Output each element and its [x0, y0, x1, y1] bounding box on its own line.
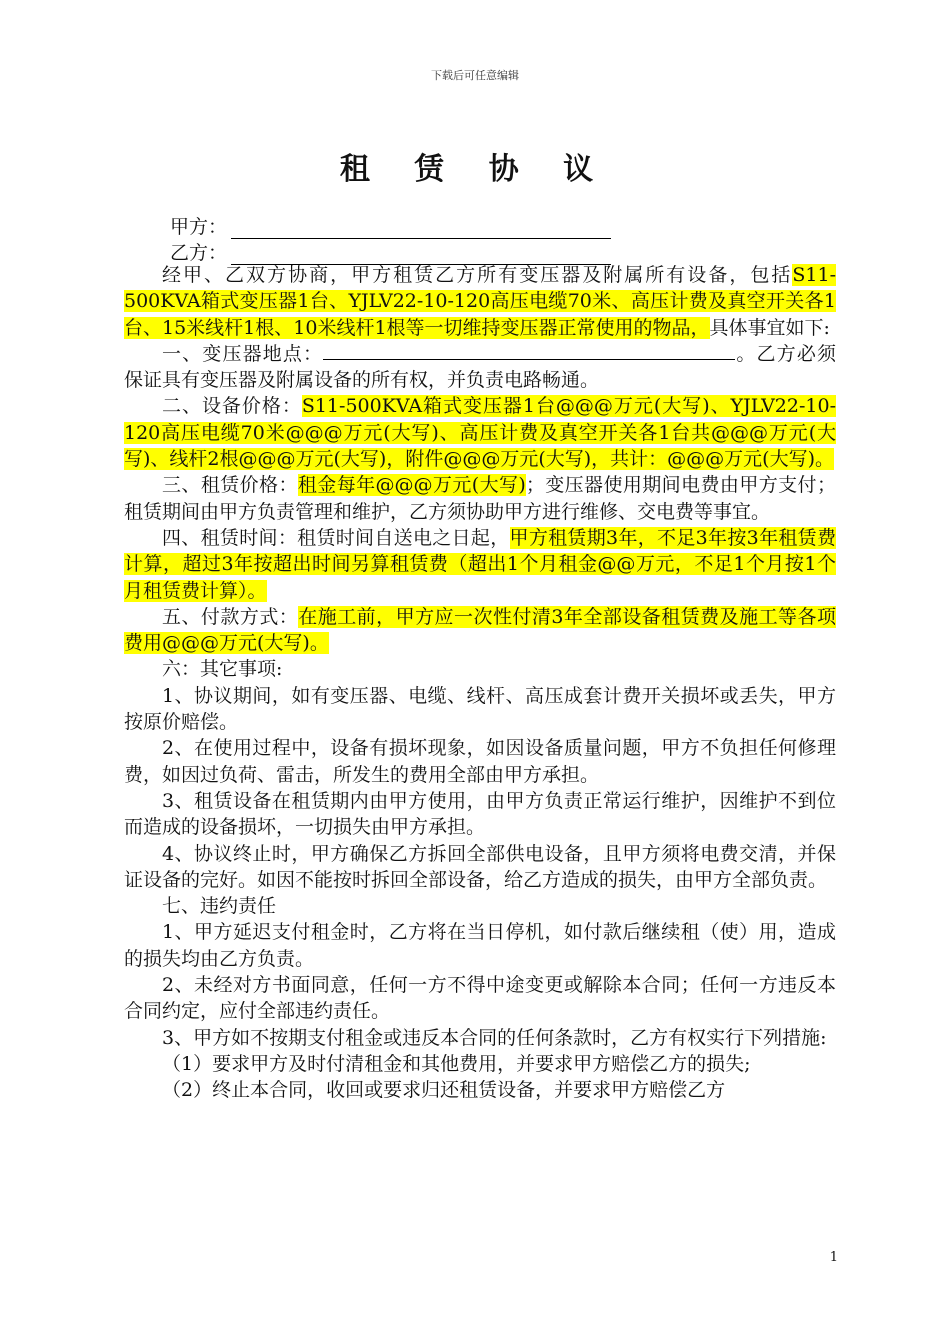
party-a-blank	[231, 218, 611, 239]
s2-text: 二、设备价格：	[162, 395, 302, 418]
party-b-line	[170, 238, 611, 265]
section-6-title: 六：其它事项:	[162, 658, 283, 681]
intro-tail: 具体事宜如下:	[709, 316, 830, 339]
section-7-item: 3、甲方如不按期支付租金或违反本合同的任何条款时，乙方有权实行下列措施:	[162, 1026, 827, 1049]
intro-paragraph	[124, 262, 836, 341]
party-b-label: 乙方：	[170, 242, 228, 264]
header-note: 下载后可任意编辑	[431, 69, 519, 82]
s5-highlight: 在施工前，甲方应一次性付清3年全部设备租赁费及施工等各项费用@@@万元(大写)。	[124, 605, 836, 655]
section-7-item: 1、甲方延迟支付租金时，乙方将在当日停机，如付款后继续租（使）用，造成的损失均由乙方负责。	[124, 921, 836, 970]
section-6-item: 2、在使用过程中，设备有损坏现象，如因设备质量问题，甲方不负担任何修理费，如因过负荷、雷击，所发生的费用全部由甲方承担。	[124, 737, 836, 786]
s1-tail: 。乙方必须保证具有变压器及附属设备的所有权，并负责电路畅通。	[124, 342, 836, 392]
section-7-item: 2、未经对方书面同意，任何一方不得中途变更或解除本合同；任何一方违反本合同约定，应付全部违约责任。	[124, 974, 836, 1023]
document-title: 租 赁 协 议	[339, 152, 611, 187]
location-blank	[323, 341, 735, 360]
agreement-body	[124, 262, 836, 1104]
s1-text: 一、变压器地点：	[162, 342, 324, 365]
party-a-line	[170, 212, 611, 239]
section-4	[124, 525, 836, 604]
section-7-subitem: （2）终止本合同，收回或要求归还租赁设备，并要求甲方赔偿乙方	[162, 1079, 726, 1102]
section-6-item: 1、协议期间，如有变压器、电缆、线杆、高压成套计费开关损坏或丢失，甲方按原价赔偿。	[124, 684, 836, 734]
section-7-subitem: （1）要求甲方及时付清租金和其他费用，并要求甲方赔偿乙方的损失;	[162, 1052, 751, 1075]
s3-tail: ；变压器使用期间电费由甲方支付；租赁期间由甲方负责管理和维护，乙方须协助甲方进行维修、交电费等事宜。	[124, 474, 836, 523]
s2-highlight: S11-500KVA箱式变压器1台@@@万元(大写)、YJLV22-10-120高压电缆70米@@@万元(大写)、高压计费及真空开关各1台共@@@万元(大写)、线杆2根@@@万元(大写)，附件@@@万元(大写)，共计：@@@万元(大写)。	[124, 395, 836, 471]
party-a-label: 甲方：	[170, 216, 228, 238]
s3-text: 三、租赁价格：	[162, 474, 298, 497]
section-5	[124, 604, 836, 657]
section-6-item: 3、租赁设备在租赁期内由甲方使用，由甲方负责正常运行维护，因维护不到位而造成的设备损坏，一切损失由甲方承担。	[124, 789, 836, 839]
intro-text: 经甲、乙双方协商，甲方租赁乙方所有变压器及附属所有设备，包括	[162, 264, 793, 286]
s4-highlight: 甲方租赁期3年，不足3年按3年租赁费计算，超过3年按超出时间另算租赁费（超出1个月租金@@万元，不足1个月按1个月租赁费计算）。	[124, 526, 836, 602]
s4-text: 四、租赁时间：租赁时间自送电之日起，	[162, 526, 510, 549]
section-7-title: 七、违约责任	[162, 895, 277, 918]
s3-highlight: 租金每年@@@万元(大写)	[297, 474, 526, 497]
s5-text: 五、付款方式：	[162, 605, 299, 628]
section-1	[124, 341, 836, 394]
section-3	[124, 472, 836, 525]
section-6-item: 4、协议终止时，甲方确保乙方拆回全部供电设备，且甲方须将电费交清，并保证设备的完好。如因不能按时拆回全部设备，给乙方造成的损失，由甲方全部负责。	[124, 842, 836, 891]
intro-highlight: S11-500KVA箱式变压器1台、YJLV22-10-120高压电缆70米、高压计费及真空开关各1台、15米线杆1根、10米线杆1根等一切维持变压器正常使用的物品，	[124, 264, 836, 339]
page-number: 1	[829, 1250, 838, 1265]
section-2	[124, 393, 836, 472]
